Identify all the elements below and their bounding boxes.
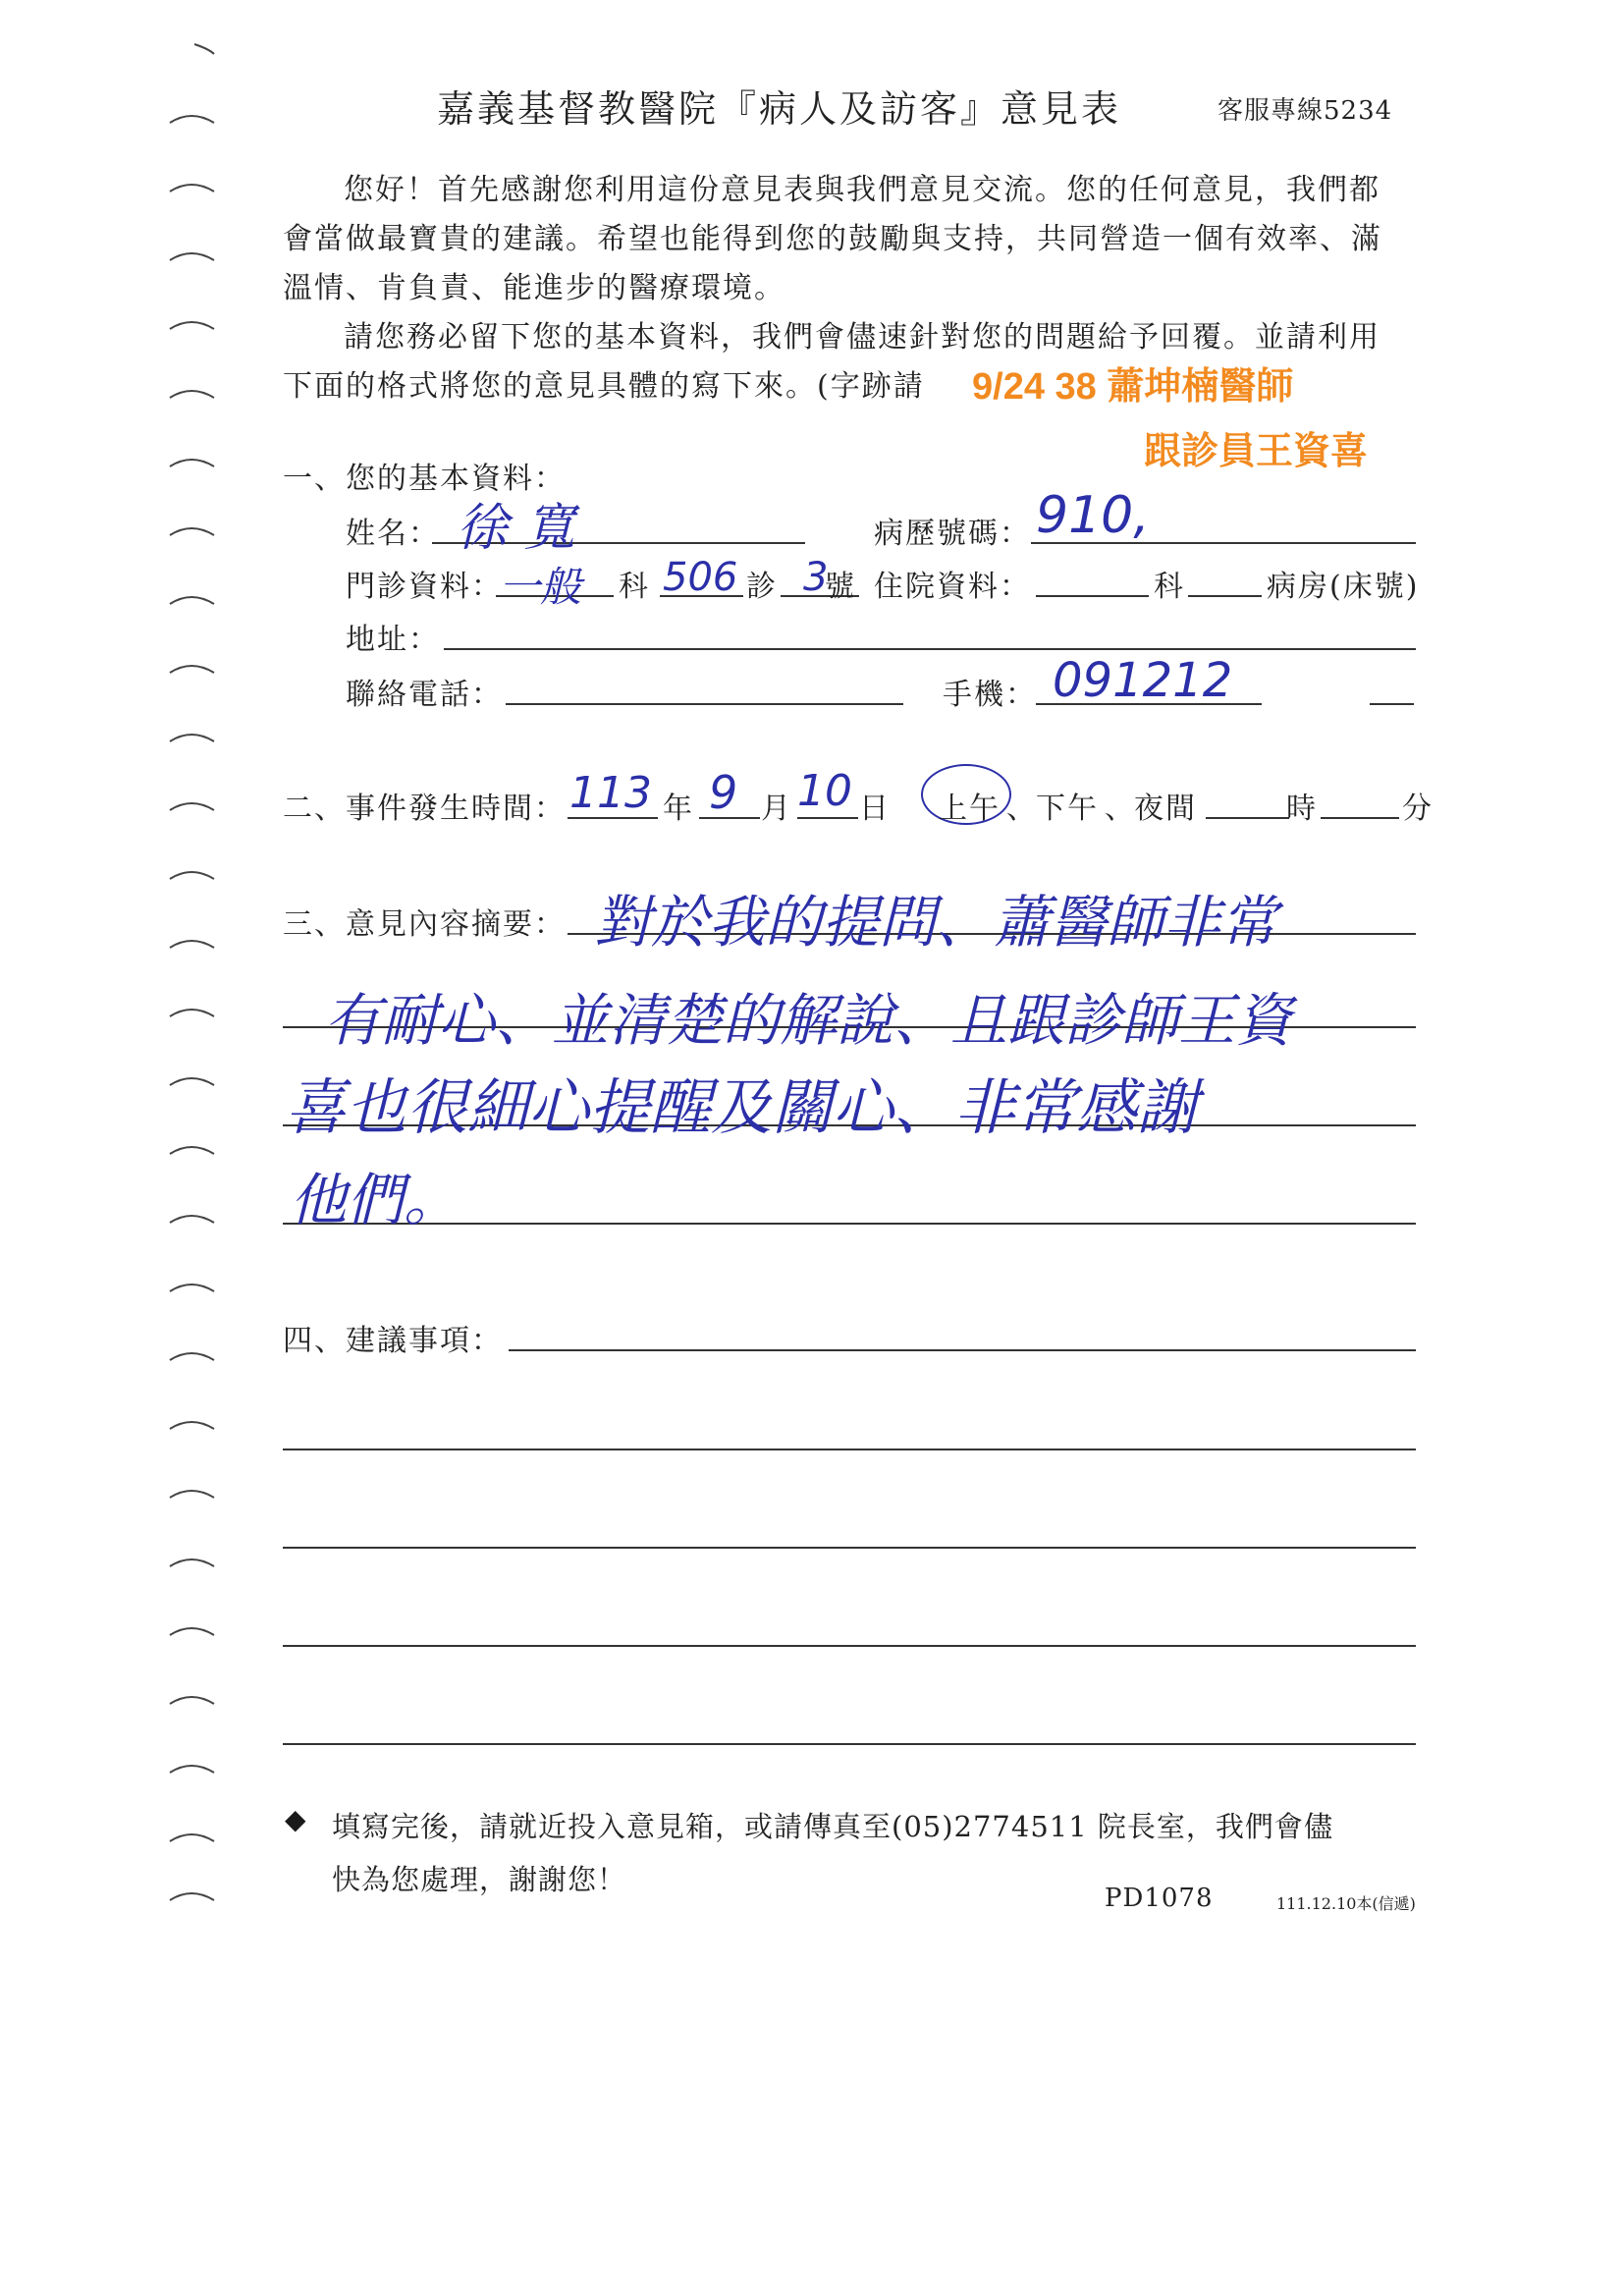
minute-suffix: 分: [1402, 792, 1434, 826]
time-separator-1: 、: [1006, 792, 1038, 826]
name-value: 徐 寬: [457, 499, 575, 558]
footer-line-2: 快為您處理，謝謝您！: [332, 1863, 627, 1896]
clinic-dept-value: 一般: [499, 563, 582, 611]
intro-line-4: 請您務必留下您的基本資料，我們會儘速針對您的問題給予回覆。並請利用: [344, 320, 1380, 355]
address-label: 地址：: [346, 623, 440, 657]
phone-label: 聯絡電話：: [346, 678, 503, 712]
footer-line-1: 填寫完後，請就近投入意見箱，或請傳真至(05)2774511 院長室，我們會儘: [332, 1810, 1333, 1843]
binder-holes: [165, 39, 224, 1905]
suggestion-line-1[interactable]: [509, 1349, 1416, 1351]
opinion-text-2: 有耐心、並清楚的解說、且跟診師王資: [324, 987, 1293, 1054]
opinion-text-4: 他們。: [290, 1167, 461, 1233]
suggestion-line-2[interactable]: [283, 1449, 1416, 1450]
time-separator-2: 、: [1105, 792, 1136, 826]
hour-field-line[interactable]: [1206, 817, 1289, 819]
inpatient-room-suffix: 病房(床號): [1267, 570, 1420, 604]
intro-line-2: 會當做最寶貴的建議。希望也能得到您的鼓勵與支持，共同營造一個有效率、滿: [283, 222, 1382, 256]
intro-line-1: 您好！首先感謝您利用這份意見表與我們意見交流。您的任何意見，我們都: [344, 173, 1380, 207]
name-label: 姓名：: [346, 517, 440, 551]
night-option[interactable]: 夜間: [1134, 792, 1197, 826]
form-title: 嘉義基督教醫院『病人及訪客』意見表: [437, 87, 1122, 131]
diamond-bullet-icon: ◆: [285, 1803, 306, 1835]
clinic-room-value: 506: [663, 555, 738, 600]
pm-option[interactable]: 下午: [1036, 792, 1099, 826]
clinic-no-suffix: 號: [825, 570, 856, 604]
form-version: 111.12.10本(信遞): [1276, 1894, 1416, 1913]
clinic-dept-suffix: 科: [619, 570, 650, 604]
suggestion-line-5[interactable]: [283, 1743, 1416, 1745]
am-option[interactable]: 上午: [938, 792, 1001, 826]
section2-heading: 二、事件發生時間：: [283, 792, 566, 826]
clinic-label: 門診資料：: [346, 570, 503, 604]
phone-field-line[interactable]: [506, 703, 903, 705]
section3-heading: 三、意見內容摘要：: [283, 907, 566, 942]
mobile-field-tail: [1370, 703, 1414, 705]
inpatient-dept-line[interactable]: [1036, 595, 1149, 597]
mobile-label: 手機：: [943, 678, 1037, 712]
section1-heading: 一、您的基本資料：: [283, 462, 566, 496]
record-value: 910,: [1036, 486, 1150, 545]
suggestion-line-4[interactable]: [283, 1645, 1416, 1647]
day-field-line[interactable]: [797, 817, 858, 819]
year-suffix: 年: [663, 792, 694, 826]
inpatient-label: 住院資料：: [874, 570, 1031, 604]
clinic-room-suffix: 診: [746, 570, 778, 604]
opinion-text-1: 對於我的提問、蕭醫師非常: [594, 889, 1278, 956]
mobile-value: 091212: [1053, 653, 1233, 708]
annotation-date-doctor: 9/24 38 蕭坤楠醫師: [972, 366, 1294, 408]
intro-line-5: 下面的格式將您的意見具體的寫下來。(字跡請: [283, 369, 925, 404]
suggestion-line-3[interactable]: [283, 1547, 1416, 1549]
day-suffix: 日: [859, 792, 891, 826]
inpatient-dept-suffix: 科: [1154, 570, 1185, 604]
month-suffix: 月: [761, 792, 792, 826]
minute-field-line[interactable]: [1321, 817, 1399, 819]
address-field-line[interactable]: [444, 648, 1416, 650]
day-value: 10: [797, 766, 852, 816]
opinion-text-3: 喜也很細心提醒及關心、非常感謝: [285, 1071, 1199, 1143]
intro-line-3: 溫情、肯負責、能進步的醫療環境。: [283, 271, 785, 305]
form-code: PD1078: [1105, 1884, 1214, 1913]
hour-suffix: 時: [1286, 792, 1318, 826]
month-value: 9: [709, 766, 738, 819]
year-value: 113: [569, 768, 652, 818]
hotline-text: 客服專線5234: [1217, 96, 1393, 126]
clinic-no-value: 3: [803, 555, 829, 600]
inpatient-room-line[interactable]: [1188, 595, 1262, 597]
record-label: 病歷號碼：: [874, 517, 1031, 551]
annotation-assistant: 跟診員王資喜: [1144, 431, 1369, 472]
section4-heading: 四、建議事項：: [283, 1324, 503, 1358]
